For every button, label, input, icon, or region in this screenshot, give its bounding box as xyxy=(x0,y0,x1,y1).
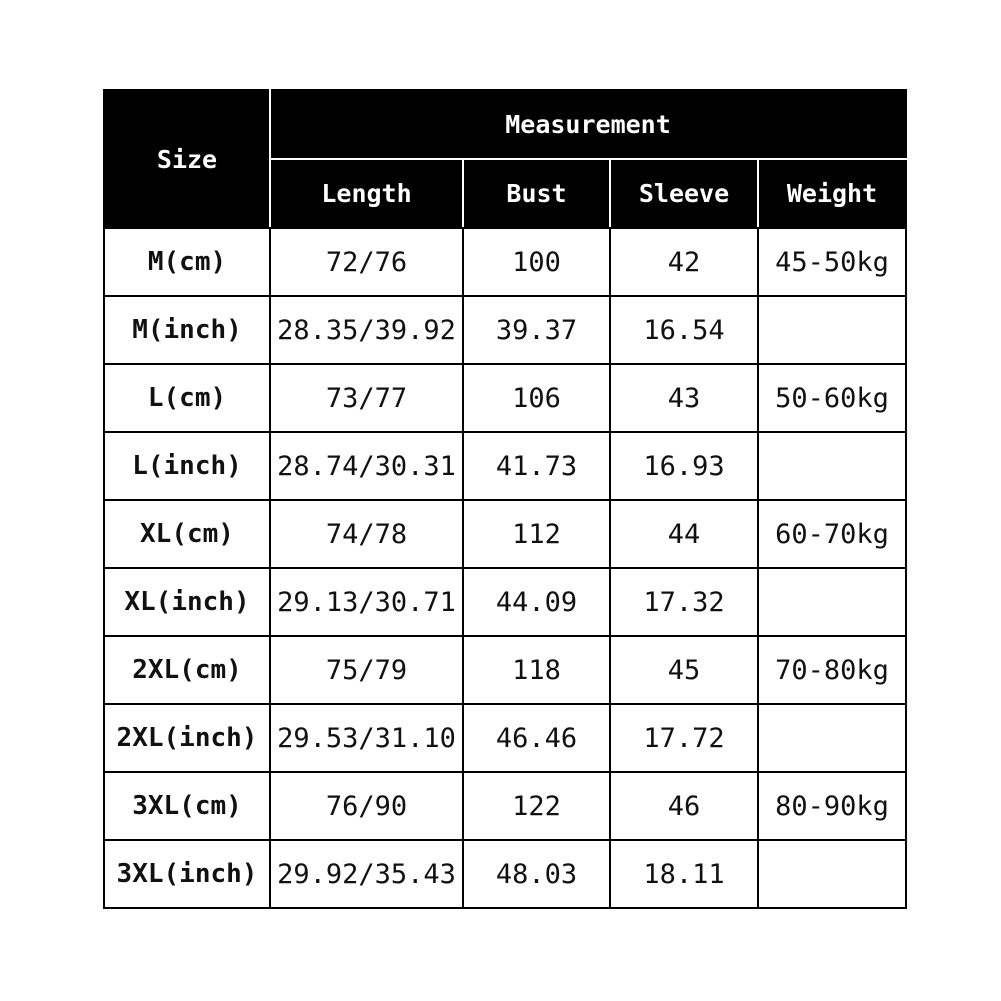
size-cell: M(inch) xyxy=(104,296,270,364)
length-cell: 29.13/30.71 xyxy=(270,568,463,636)
bust-cell: 39.37 xyxy=(463,296,610,364)
length-cell: 74/78 xyxy=(270,500,463,568)
table-row xyxy=(104,840,906,908)
sleeve-cell: 43 xyxy=(610,364,758,432)
size-cell: L(inch) xyxy=(104,432,270,500)
sleeve-cell: 17.32 xyxy=(610,568,758,636)
sleeve-cell: 16.93 xyxy=(610,432,758,500)
size-cell: L(cm) xyxy=(104,364,270,432)
weight-cell xyxy=(758,704,906,772)
sleeve-cell: 16.54 xyxy=(610,296,758,364)
table-row xyxy=(104,296,906,364)
size-cell: M(cm) xyxy=(104,228,270,296)
bust-cell: 106 xyxy=(463,364,610,432)
weight-cell xyxy=(758,432,906,500)
length-header: Length xyxy=(270,159,463,228)
size-cell: 3XL(inch) xyxy=(104,840,270,908)
table-body xyxy=(104,228,906,908)
size-cell: XL(inch) xyxy=(104,568,270,636)
measurement-header: Measurement xyxy=(270,90,906,159)
bust-cell: 122 xyxy=(463,772,610,840)
bust-header: Bust xyxy=(463,159,610,228)
bust-cell: 46.46 xyxy=(463,704,610,772)
bust-cell: 112 xyxy=(463,500,610,568)
weight-cell: 50-60kg xyxy=(758,364,906,432)
length-cell: 28.74/30.31 xyxy=(270,432,463,500)
length-cell: 29.53/31.10 xyxy=(270,704,463,772)
weight-cell xyxy=(758,840,906,908)
length-cell: 29.92/35.43 xyxy=(270,840,463,908)
length-cell: 76/90 xyxy=(270,772,463,840)
sleeve-cell: 45 xyxy=(610,636,758,704)
size-cell: 3XL(cm) xyxy=(104,772,270,840)
weight-cell: 60-70kg xyxy=(758,500,906,568)
size-header: Size xyxy=(104,90,270,228)
bust-cell: 41.73 xyxy=(463,432,610,500)
table-row xyxy=(104,772,906,840)
header-row-top xyxy=(104,90,906,159)
sleeve-cell: 18.11 xyxy=(610,840,758,908)
weight-cell xyxy=(758,296,906,364)
size-chart-table xyxy=(103,89,907,909)
table-row xyxy=(104,636,906,704)
weight-cell: 70-80kg xyxy=(758,636,906,704)
weight-cell: 45-50kg xyxy=(758,228,906,296)
weight-cell xyxy=(758,568,906,636)
weight-cell: 80-90kg xyxy=(758,772,906,840)
bust-cell: 48.03 xyxy=(463,840,610,908)
length-cell: 28.35/39.92 xyxy=(270,296,463,364)
sleeve-header: Sleeve xyxy=(610,159,758,228)
bust-cell: 44.09 xyxy=(463,568,610,636)
table-row xyxy=(104,568,906,636)
sleeve-cell: 46 xyxy=(610,772,758,840)
sleeve-cell: 44 xyxy=(610,500,758,568)
sleeve-cell: 17.72 xyxy=(610,704,758,772)
table-row xyxy=(104,500,906,568)
length-cell: 73/77 xyxy=(270,364,463,432)
size-cell: XL(cm) xyxy=(104,500,270,568)
size-cell: 2XL(cm) xyxy=(104,636,270,704)
weight-header: Weight xyxy=(758,159,906,228)
length-cell: 75/79 xyxy=(270,636,463,704)
bust-cell: 118 xyxy=(463,636,610,704)
table-row xyxy=(104,364,906,432)
table-row xyxy=(104,704,906,772)
size-cell: 2XL(inch) xyxy=(104,704,270,772)
length-cell: 72/76 xyxy=(270,228,463,296)
sleeve-cell: 42 xyxy=(610,228,758,296)
bust-cell: 100 xyxy=(463,228,610,296)
table-row xyxy=(104,432,906,500)
table-row xyxy=(104,228,906,296)
table-header xyxy=(104,90,906,228)
